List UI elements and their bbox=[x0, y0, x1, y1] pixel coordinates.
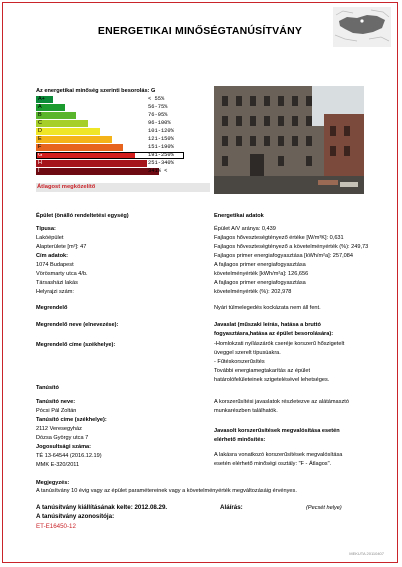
rating-bar-c bbox=[36, 120, 88, 127]
rating-range: 76-95% bbox=[148, 112, 168, 118]
building-use: Társasházi lakás bbox=[36, 280, 78, 286]
stamp-placeholder: (Pecsét helye) bbox=[306, 505, 342, 511]
licence-number: TÉ 13-64544 (2016.12.19) bbox=[36, 453, 102, 459]
building-street: Vörösmarty utca 4/b. bbox=[36, 271, 88, 277]
rating-range: 341% < bbox=[148, 168, 168, 174]
building-type: Lakóépület bbox=[36, 235, 64, 241]
rating-bar-e bbox=[36, 136, 112, 143]
rating-class-label: A bbox=[38, 104, 42, 110]
attachments-line: munkarészben találhatók. bbox=[214, 408, 278, 414]
rating-class-label: E bbox=[38, 136, 42, 142]
certificate-id-label: A tanúsítvány azonosítója: bbox=[36, 513, 115, 520]
rating-range: 96-100% bbox=[148, 120, 171, 126]
improvement-line: esetén elérhető minőségi osztály: "F - Átlagos". bbox=[214, 461, 332, 467]
footer-code: MEKUTA 20110407 bbox=[349, 551, 384, 556]
building-heading: Épület (önálló rendeltetési egység) bbox=[36, 213, 129, 219]
rating-bar-i bbox=[36, 168, 159, 175]
rating-range: 56-75% bbox=[148, 104, 168, 110]
average-label: Átlagost megközelítő bbox=[37, 184, 96, 190]
client-heading: Megrendelő bbox=[36, 305, 68, 311]
rating-class-label: B bbox=[38, 112, 42, 118]
rating-bar-f bbox=[36, 144, 123, 151]
rating-range: 191-250% bbox=[148, 152, 174, 158]
overheating-note: Nyári túlmelegedés kockázata nem áll fent. bbox=[214, 305, 321, 311]
certificate-id: ET-E16450-12 bbox=[36, 523, 76, 530]
rating-heading: Az energetikai minőség szerinti besorolás: G bbox=[36, 88, 156, 94]
building-area: Alapterülete [m²]: 47 bbox=[36, 244, 87, 250]
building-photo bbox=[214, 86, 364, 194]
building-lot: Helyrajzi szám: bbox=[36, 289, 74, 295]
improvement-heading: Javasolt korszerűsítések megvalósítása esetén bbox=[214, 428, 340, 434]
rating-bar-d bbox=[36, 128, 100, 135]
energy-line: A fajlagos primer energiafogyasztása bbox=[214, 280, 306, 286]
rating-class-label: H bbox=[38, 160, 42, 166]
rating-bar-a bbox=[36, 104, 65, 111]
rating-bar-b bbox=[36, 112, 76, 119]
header bbox=[3, 3, 397, 60]
rating-range: 101-120% bbox=[148, 128, 174, 134]
client-name-label: Megrendelő neve (elnevezése): bbox=[36, 322, 119, 328]
selected-class-marker bbox=[36, 152, 184, 159]
building-type-label: Típusa: bbox=[36, 226, 56, 232]
certifier-address-label: Tanúsító címe (székhelye): bbox=[36, 417, 107, 423]
page-title: ENERGETIKAI MINŐSÉGTANÚSÍTVÁNY bbox=[97, 25, 303, 37]
hungary-map-logo bbox=[333, 7, 391, 47]
attachments-line: A korszerűsítési javaslatok részletezve az alátámasztó bbox=[214, 399, 349, 405]
building-city: 1074 Budapest bbox=[36, 262, 74, 268]
rating-range: < 55% bbox=[148, 96, 165, 102]
improvement-line: A lakásra vonatkozó korszerűsítések megvalósítása bbox=[214, 452, 343, 458]
energy-heading: Energetikai adatok bbox=[214, 213, 264, 219]
energy-line: Fajlagos hőveszteségtényező értéke [W/m³K]: 0,631 bbox=[214, 235, 344, 241]
improvement-heading-2: elérhető minősítés: bbox=[214, 437, 266, 443]
energy-line: A fajlagos primer energiafogyasztása bbox=[214, 262, 306, 268]
rating-range: 151-190% bbox=[148, 144, 174, 150]
signature-label: Aláírás: bbox=[220, 504, 243, 511]
rating-class-label: C bbox=[38, 120, 42, 126]
rating-class-label: A+ bbox=[38, 96, 45, 102]
rating-bar-aplus bbox=[36, 96, 53, 103]
rating-range: 121-150% bbox=[148, 136, 174, 142]
rating-class-label: F bbox=[38, 144, 42, 150]
rating-range: 251-340% bbox=[148, 160, 174, 166]
certifier-city: 2112 Veresegyház bbox=[36, 426, 82, 432]
recommendation-line: További energiamegtakarítás az épület bbox=[214, 368, 311, 374]
average-bar bbox=[36, 183, 210, 192]
certifier-name-label: Tanúsító neve: bbox=[36, 399, 76, 405]
recommendation-heading: Javaslat (műszaki leírás, hatása a bruttó bbox=[214, 322, 321, 328]
energy-line: Fajlagos hőveszteségtényező a követelményérték (%): 249,73 bbox=[214, 244, 369, 250]
licence-label: Jogosultsági száma: bbox=[36, 444, 92, 450]
rating-class-label: D bbox=[38, 128, 42, 134]
client-address-label: Megrendelő címe (székhelye): bbox=[36, 342, 116, 348]
address-label: Cím adatok: bbox=[36, 253, 69, 259]
remarks-text: A tanúsítvány 10 évig vagy az épület paramétereinek vagy a követelményérték megváltozásáig érvényes. bbox=[36, 488, 297, 494]
certifier-name: Pócsi Pál Zoltán bbox=[36, 408, 77, 414]
recommendation-heading-2: fogyasztásra,hatása az épület besorolására): bbox=[214, 331, 334, 337]
rating-class-label: I bbox=[38, 168, 40, 174]
recommendation-line: - Fűtéskorszerűsítés bbox=[214, 359, 265, 365]
recommendation-line: -Homlokzati nyílászárók cseréje korszerű hőszigetelt bbox=[214, 341, 345, 347]
energy-line: Épület A/V aránya: 0,439 bbox=[214, 226, 276, 232]
certifier-heading: Tanúsító bbox=[36, 385, 59, 391]
certifier-street: Dózsa György utca 7 bbox=[36, 435, 89, 441]
energy-line: követelményérték [kWh/m²a]: 126,656 bbox=[214, 271, 309, 277]
licence-number-2: MMK E-320/2011 bbox=[36, 462, 80, 468]
recommendation-line: üveggel szerelt típusúakra. bbox=[214, 350, 281, 356]
issue-date: A tanúsítvány kiállításának kelte: 2012.08.29. bbox=[36, 504, 168, 511]
recommendation-line: határolófelületeinek szigetelésével lehetséges. bbox=[214, 377, 330, 383]
energy-line: követelményérték (%): 202,978 bbox=[214, 289, 292, 295]
rating-class-label: G bbox=[38, 152, 43, 158]
remarks-heading: Megjegyzés: bbox=[36, 480, 70, 486]
energy-line: Fajlagos primer energiafogyasztása [kWh/m²a]: 257,084 bbox=[214, 253, 353, 259]
rating-bar-h bbox=[36, 160, 147, 167]
